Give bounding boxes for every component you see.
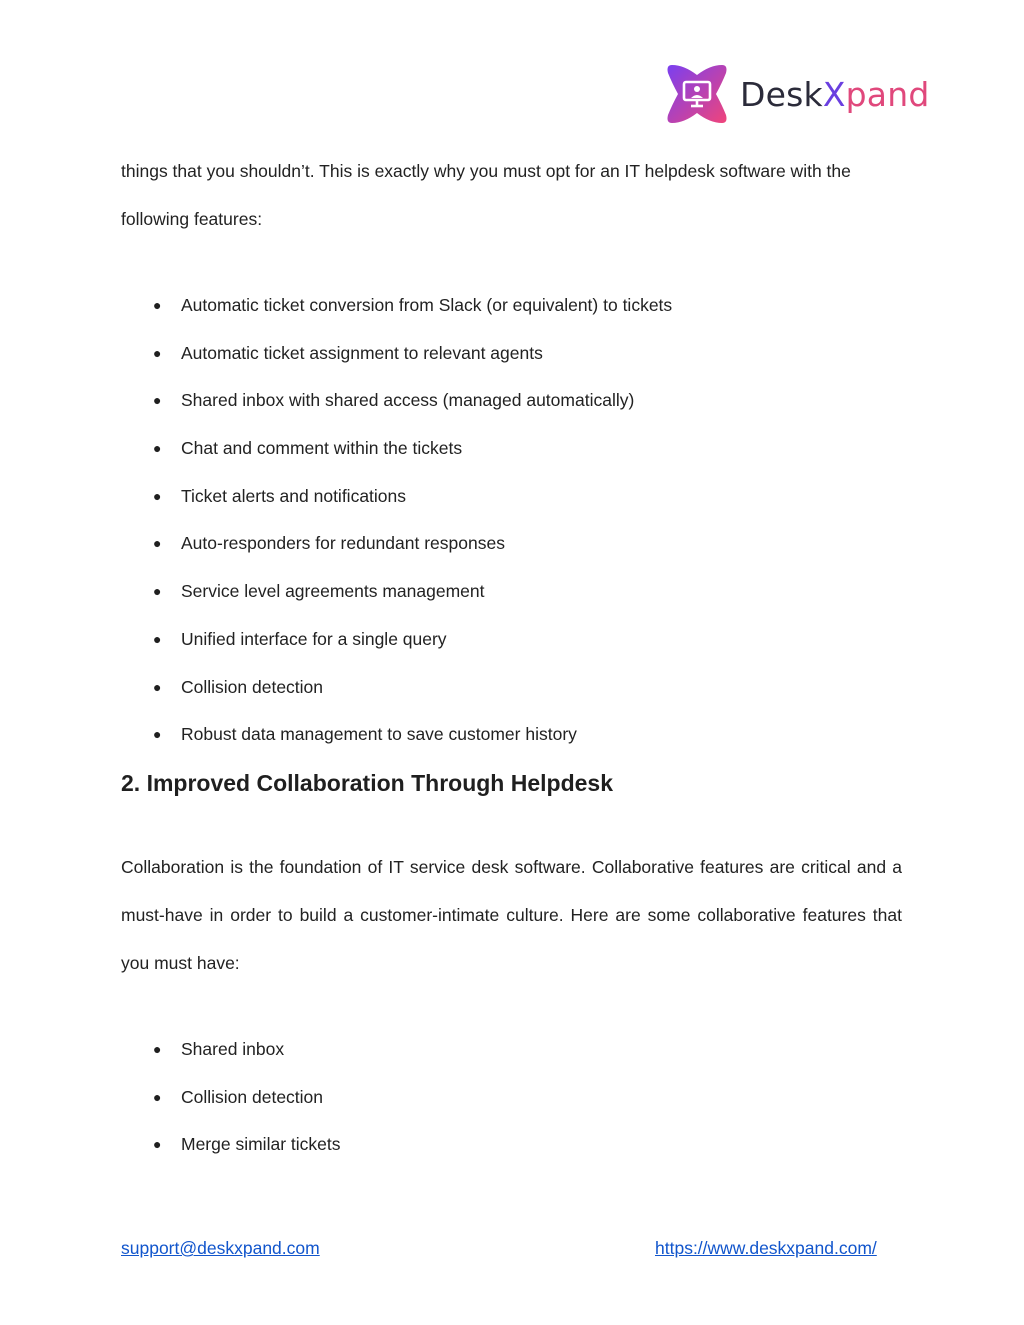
list-item xyxy=(121,579,902,627)
website-link[interactable]: https://www.deskxpand.com/ xyxy=(655,1238,877,1258)
bullet-icon: ● xyxy=(153,297,162,313)
list-item xyxy=(121,675,902,723)
list-item-text: Merge similar tickets xyxy=(181,1134,341,1155)
bullet-icon: ● xyxy=(153,344,162,361)
list-item-text: Shared inbox xyxy=(181,1039,285,1059)
list-item-text: Service level agreements management xyxy=(181,581,485,602)
support-email-link[interactable]: support@deskxpand.com xyxy=(121,1238,320,1258)
bullet-icon: ● xyxy=(153,535,162,552)
list-item xyxy=(121,531,902,579)
logo-word-x: X xyxy=(822,74,846,114)
intro-line-1: things that you shouldn’t. This is exactly why you must opt for an IT helpdesk software with the xyxy=(121,161,851,181)
bullet-icon: ● xyxy=(153,392,162,409)
logo-word-pand: pand xyxy=(845,74,930,114)
intro-line-2: following features: xyxy=(121,209,263,229)
list-item xyxy=(121,1132,902,1180)
list-item xyxy=(121,722,902,770)
bullet-icon: ● xyxy=(153,583,162,600)
list-item-text: Chat and comment within the tickets xyxy=(181,438,463,459)
bullet-icon: ● xyxy=(153,440,162,457)
logo-word-desk: Desk xyxy=(740,74,823,114)
intro-paragraph xyxy=(121,147,902,243)
list-item-text: Automatic ticket assignment to relevant agents xyxy=(181,342,543,363)
list-item-text: Unified interface for a single query xyxy=(181,628,447,649)
list-item-text: Ticket alerts and notifications xyxy=(181,485,407,506)
list-item xyxy=(121,1085,902,1133)
bullet-icon: ● xyxy=(153,1136,162,1153)
list-item xyxy=(121,388,902,436)
list-item-text: Collision detection xyxy=(181,676,324,697)
list-item xyxy=(121,341,902,389)
list-item xyxy=(121,293,902,341)
list-item xyxy=(121,436,902,484)
list-item xyxy=(121,484,902,532)
section-heading: 2. Improved Collaboration Through Helpdesk xyxy=(121,770,613,796)
list-item-text: Auto-responders for redundant responses xyxy=(181,533,505,554)
monitor-user-icon xyxy=(664,61,730,127)
bullet-icon: ● xyxy=(153,630,162,647)
collaboration-list xyxy=(121,1037,902,1180)
list-item-text: Shared inbox with shared access (managed automatically) xyxy=(181,390,635,411)
list-item-text: Automatic ticket conversion from Slack (or equivalent) to tickets xyxy=(181,295,673,315)
bullet-icon: ● xyxy=(153,1041,162,1057)
logo-wordmark xyxy=(740,74,930,114)
bullet-icon: ● xyxy=(153,487,162,504)
bullet-icon: ● xyxy=(153,726,162,743)
list-item-text: Collision detection xyxy=(181,1086,324,1107)
list-item-text: Robust data management to save customer history xyxy=(181,724,577,745)
list-item xyxy=(121,1037,902,1085)
section-paragraph: Collaboration is the foundation of IT service desk software. Collaborative features are critical and a must-have in order to build a customer-intimate culture. Here are some collaborative features that you must have: xyxy=(121,857,902,973)
list-item xyxy=(121,627,902,675)
bullet-icon: ● xyxy=(153,1088,162,1105)
features-list xyxy=(121,293,902,770)
deskxpand-logo xyxy=(664,60,929,128)
bullet-icon: ● xyxy=(153,678,162,695)
